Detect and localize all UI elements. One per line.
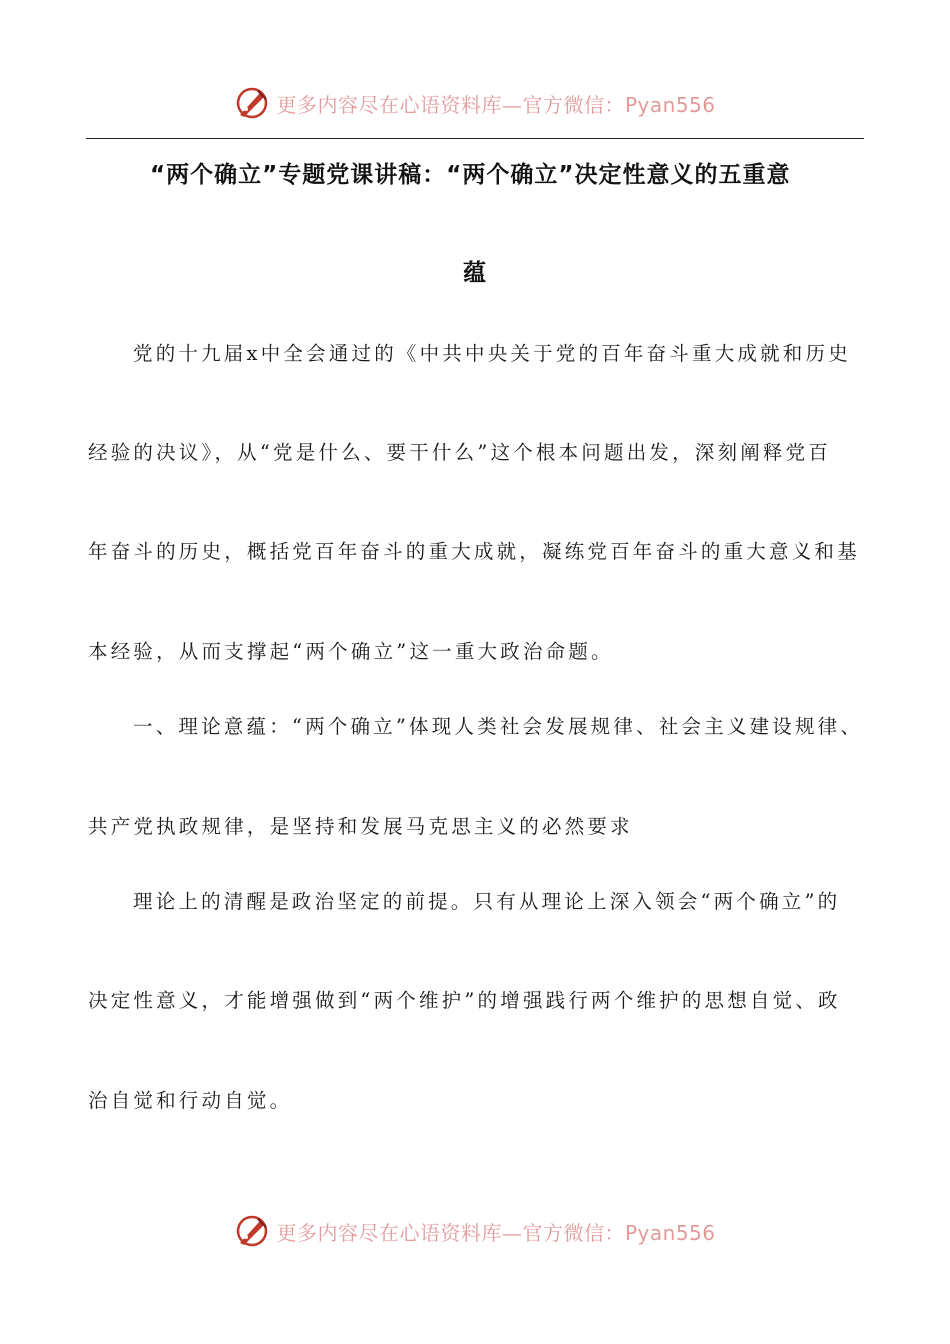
document-title-line-2: 蕴	[463, 260, 487, 286]
banner-text: 更多内容尽在心语资料库—官方微信：Pyan556	[276, 1220, 716, 1245]
header-banner	[0, 83, 950, 123]
paragraph-line: 决定性意义，才能增强做到“两个维护”的增强践行两个维护的思想自觉、政	[88, 989, 841, 1012]
paragraph-line: 理论上的清醒是政治坚定的前提。只有从理论上深入领会“两个确立”的	[133, 890, 841, 913]
paragraph-line: 党的十九届x中全会通过的《中共中央关于党的百年奋斗重大成就和历史	[133, 342, 851, 365]
section-heading-line: 一、理论意蕴：“两个确立”体现人类社会发展规律、社会主义建设规律、	[133, 715, 864, 738]
paragraph-line: 年奋斗的历史，概括党百年奋斗的重大成就，凝练党百年奋斗的重大意义和基	[88, 540, 860, 563]
banner-handle: Pyan556	[624, 1220, 716, 1245]
pen-logo-icon	[234, 1213, 270, 1249]
section-heading-line: 共产党执政规律，是坚持和发展马克思主义的必然要求	[88, 815, 633, 838]
document-title-line-1: “两个确立”专题党课讲稿：“两个确立”决定性意义的五重意	[150, 162, 791, 188]
banner-handle: Pyan556	[624, 92, 716, 117]
paragraph-line: 治自觉和行动自觉。	[88, 1089, 293, 1112]
paragraph-line: 经验的决议》，从“党是什么、要干什么”这个根本问题出发，深刻阐释党百	[88, 441, 831, 464]
footer-banner	[0, 1211, 950, 1251]
header-divider	[86, 138, 864, 139]
pen-logo-icon	[234, 85, 270, 121]
banner-text: 更多内容尽在心语资料库—官方微信：Pyan556	[276, 92, 716, 117]
paragraph-line: 本经验，从而支撑起“两个确立”这一重大政治命题。	[88, 640, 614, 663]
